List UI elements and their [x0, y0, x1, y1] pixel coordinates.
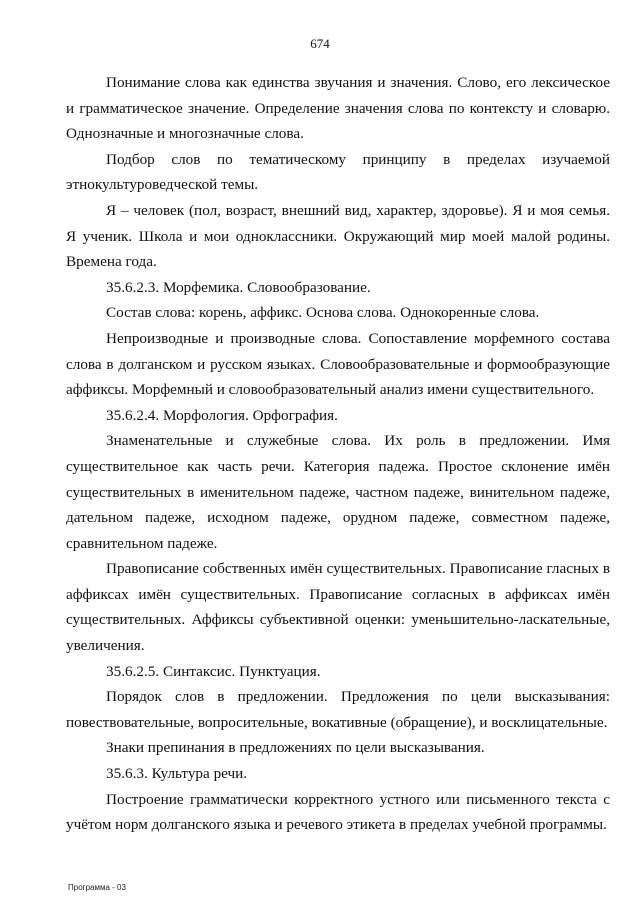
page-footer: Программа - 03	[68, 883, 126, 892]
paragraph-word-meaning: Понимание слова как единства звучания и значения. Слово, его лексическое и грамматическое значение. Определение значения слова по контексту и словарю. Однозначные и многозначные слова.	[66, 74, 610, 143]
document-body	[66, 70, 610, 838]
paragraph-punctuation: Знаки препинания в предложениях по цели высказывания.	[106, 739, 485, 757]
paragraph-thematic-selection: Подбор слов по тематическому принципу в пределах изучаемой этнокультуроведческой темы.	[66, 150, 610, 194]
paragraph-text-construction: Построение грамматически корректного устного или письменного текста с учётом норм долганского языка и речевого этикета в пределах учебной программы.	[66, 790, 610, 834]
section-heading-speech-culture: 35.6.3. Культура речи.	[106, 765, 248, 783]
paragraph-self-family: Я – человек (пол, возраст, внешний вид, характер, здоровье). Я и моя семья. Я ученик. Школа и мои одноклассники. Окружающий мир моей малой родины. Времена года.	[66, 201, 610, 271]
paragraph-noun-cases: Знаменательные и служебные слова. Их роль в предложении. Имя существительное как часть речи. Категория падежа. Простое склонение имён существительных в именительном падеже, частном падеже, винительном падеже, дательном падеже, исходном падеже, орудном падеже, совместном падеже, сравнительном падеже.	[66, 432, 610, 552]
page-number: 674	[310, 36, 330, 51]
paragraph-noun-spelling: Правописание собственных имён существительных. Правописание гласных в аффиксах имён существительных. Правописание согласных в аффиксах имён существительных. Аффиксы субъективной оценки: уменьшительно-ласкательные, увеличения.	[66, 560, 610, 655]
section-heading-syntax: 35.6.2.5. Синтаксис. Пунктуация.	[106, 662, 321, 680]
paragraph-word-order: Порядок слов в предложении. Предложения по цели высказывания: повествовательные, вопросительные, вокативные (обращение), и восклицательные.	[66, 688, 610, 731]
paragraph-word-composition: Состав слова: корень, аффикс. Основа слова. Однокоренные слова.	[106, 304, 540, 322]
paragraph-derived-words: Непроизводные и производные слова. Сопоставление морфемного состава слова в долганском и русском языках. Словообразовательные и формообразующие аффиксы. Морфемный и словообразовательный анализ имени существительного.	[66, 329, 610, 399]
section-heading-morphemics: 35.6.2.3. Морфемика. Словообразование.	[106, 278, 371, 296]
section-heading-morphology: 35.6.2.4. Морфология. Орфография.	[106, 406, 338, 424]
